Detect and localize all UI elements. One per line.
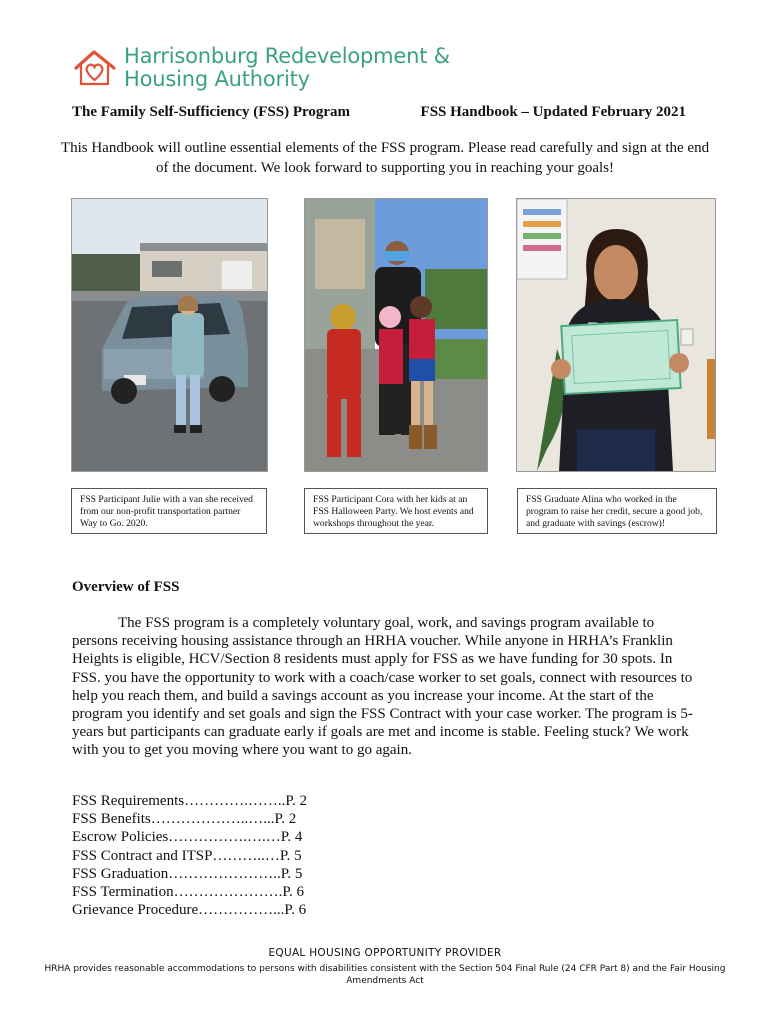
intro-paragraph: This Handbook will outline essential elements of the FSS program. Please read carefully and sign at the end of the document. We look forward to supporting you in reaching your goals! [60,140,710,176]
photo-julie-with-van [71,198,268,472]
caption-photo-2: FSS Participant Cora with her kids at an FSS Halloween Party. We host events and workshops throughout the year. [304,488,488,534]
caption-photo-1: FSS Participant Julie with a van she received from our non-profit transportation partner Way to Go. 2020. [71,488,267,534]
org-name-line1: Harrisonburg Redevelopment & [124,44,450,68]
program-title: The Family Self-Sufficiency (FSS) Program [72,104,351,120]
equal-housing-notice: EQUAL HOUSING OPPORTUNITY PROVIDER [268,947,502,959]
toc-item: FSS Graduation…………………..P. 5 [72,865,303,882]
overview-heading: Overview of FSS [72,579,180,595]
toc-item: Grievance Procedure……………...P. 6 [72,902,307,919]
toc-item: FSS Requirements………….……..P. 2 [72,793,308,809]
toc-item: FSS Contract and ITSP………..…P. 5 [72,847,302,864]
photo-cora-halloween [304,198,488,472]
toc-item: FSS Termination………………….P. 6 [72,884,305,901]
toc-item: FSS Benefits………………..…...P. 2 [72,811,297,828]
handbook-title: FSS Handbook – Updated February 2021 [420,104,686,120]
overview-paragraph [72,614,702,760]
accommodations-notice: HRHA provides reasonable accommodations to persons with disabilities consistent with the Section 504 Final Rule (24 CFR Part 8) and the Fair Housing Amendments Act [44,964,726,986]
org-name-line2: Housing Authority [124,67,310,91]
hrha-house-heart-logo [72,48,118,88]
table-of-contents [72,792,307,919]
caption-photo-3: FSS Graduate Alina who worked in the program to raise her credit, secure a good job, and graduate with savings (escrow)! [517,488,717,534]
photo-alina-graduate [516,198,716,472]
overview-text: The FSS program is a completely voluntary goal, work, and savings program available to persons receiving housing assistance through an HRHA voucher. While anyone in HRHA’s Franklin Heights is eligible, HCV/Section 8 residents must apply for FSS as we have funding for 30 spots. In FSS. you have the opportunity to work with a coach/case worker to set goals, connect with resources to help you reach them, and build a savings account as you increase your income. At the start of the program you identify and set goals and sign the FSS Contract with your case worker. The program is 5-years but participants can graduate early if goals are met and income is stable. Feeling stuck? We work with you to get you moving where you want to go again. [72,615,693,759]
toc-item: Escrow Policies…………….….…P. 4 [72,829,303,846]
